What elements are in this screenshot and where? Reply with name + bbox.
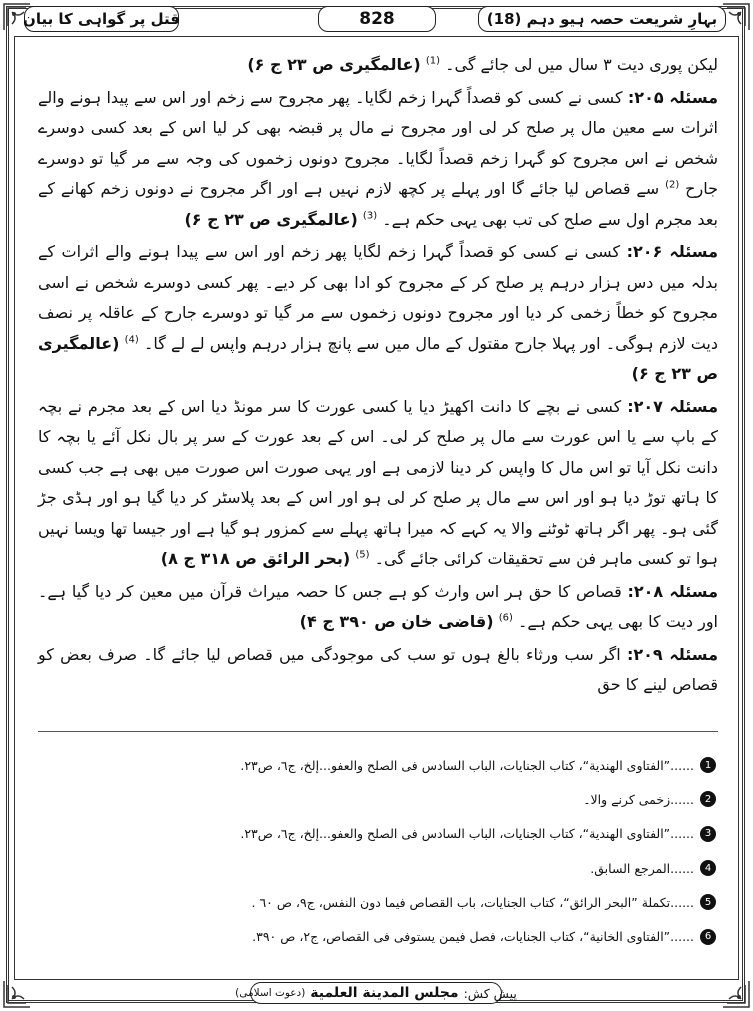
paragraph [38, 83, 718, 236]
paragraph-text: کسی نے بچے کا دانت اکھیڑ دیا یا کسی عورت کا سر مونڈ دیا اس کے بعد مجرم نے بچہ کے باپ سے یا اس عورت سے مال پر صلح کر لی۔ اس کے بعد عورت کے سر پر بال نکل آئے یا بچہ کا دانت نکل آیا تو اس مال کا واپس کر دینا لازمی ہے اور یہی صورت اس صورت میں بھی ہے جب کسی کا ہاتھ توڑ دیا ہو اور اس سے مال پر صلح کر لی ہو اور اس کے بعد پلاسٹر کر دیا گیا ہو اور ہڈی جڑ گئی ہو۔ پھر اگر ہاتھ ٹوٹنے والا یہ کہے کہ میرا ہاتھ پہلے سے کمزور ہو گیا ہے اور جیسا تھا ویسا نہیں ہوا تو کسی ماہر فن سے تحقیقات کرائی جائے گی۔ [38, 396, 718, 568]
footnote-text: ......المرجع السابق. [590, 860, 694, 876]
corner-ornament-icon [2, 979, 32, 1009]
footnote-number: 1 [700, 757, 716, 773]
footnote-item [38, 919, 716, 953]
reference: (بحر الرائق ص ۳۱۸ ج ۸) [160, 549, 351, 568]
footnote-item [38, 817, 716, 851]
footer-org: (دعوت اسلامی) [235, 987, 306, 999]
paragraph-text: کسی نے کسی کو قصداً گہرا زخم لگایا پھر زخم اور اس سے پیدا ہونے والے اثرات کے بدلہ میں دس ہزار درہم پر صلح کر کے مجروح کو ادا بھی کر دیے۔ پھر کسی دوسرے شخص نے اسی مجروح کو خطاً زخمی کر دیا اور مجروح دونوں زخموں سے مر گیا تو دوسرے جارح کے عاقلہ پر نصف دیت لازم ہوگی۔ اور پہلا جارح مقتول کے مال میں سے پانچ ہزار درہم واپس لے لے گا۔ [38, 242, 719, 353]
paragraph [38, 237, 718, 390]
corner-ornament-icon [721, 979, 751, 1009]
footnote-marker[interactable]: (2) [665, 179, 680, 191]
chapter-title: قتل پر گواہی کا بیان [24, 6, 179, 32]
reference: (عالمگیری ص ۲۳ ج ۶) [247, 55, 421, 74]
footnote-text: ......زخمی کرنے والا۔ [583, 791, 694, 807]
main-text [38, 50, 718, 703]
paragraph [38, 50, 718, 81]
paragraph-text: سے قصاص لیا جائے گا اور پہلے پر کچھ لازم نہیں ہے اور اگر مجروح نے دونوں زخم کھانے کے بعد مجرم اول سے صلح کی تب بھی یہی حکم ہے۔ [38, 179, 718, 229]
footnote-marker[interactable]: (1) [425, 55, 441, 67]
masala-heading: مسئلہ ۲۰۵: [627, 87, 719, 107]
footnote-number: 6 [700, 929, 716, 945]
paragraph [38, 577, 718, 638]
paragraph-text: قصاص کا حق ہر اس وارث کو ہے جس کا حصہ میراث قرآن میں معین کر دیا گیا ہے۔ اور دیت کا بھی یہی حکم ہے۔ [38, 581, 718, 631]
footnote-marker[interactable]: (4) [124, 334, 139, 346]
footnote-text: ......”الفتاوی الھندیة“، کتاب الجنایات، الباب السادس فی الصلح والعفو...إلخ، ج٦، ص٢٣. [240, 757, 694, 773]
footnote-item [38, 851, 716, 885]
footnote-marker[interactable]: (3) [362, 210, 378, 222]
footer-publisher [235, 982, 517, 1004]
footnotes [38, 748, 716, 954]
footnote-text: ......”الفتاوی الھندیة“، کتاب الجنایات، الباب السادس فی الصلح والعفو...إلخ، ج٦، ص٢٣. [240, 826, 694, 842]
footer-presenter: پیش کش: [463, 985, 517, 1001]
masala-heading: مسئلہ ۲۰۷: [627, 396, 718, 416]
masala-heading: مسئلہ ۲۰۸: [627, 581, 718, 601]
reference: (عالمگیری ص ۲۳ ج ۶) [184, 209, 358, 229]
paragraph [38, 392, 718, 575]
masala-heading: مسئلہ ۲۰۹: [626, 644, 718, 664]
masala-heading: مسئلہ ۲۰۶: [626, 242, 718, 261]
footnote-number: 3 [700, 826, 716, 842]
footnote-number: 2 [700, 791, 716, 807]
footnote-text: ......تکملة ”البحر الرائق“، کتاب الجنایات، باب القصاص فیما دون النفس، ج٩، ص ٦٠ . [251, 894, 694, 910]
page-number: 828 [318, 6, 436, 32]
footnote-item [38, 748, 716, 782]
reference: (قاضی خان ص ۳۹۰ ج ۴) [299, 612, 494, 631]
footnote-number: 4 [700, 860, 716, 876]
paragraph-text: اگر سب ورثاء بالغ ہوں تو سب کی موجودگی میں قصاص لیا جائے گا۔ صرف بعض کو قصاص لینے کا حق [38, 644, 718, 694]
reference: (عالمگیری ص ۲۳ ج ۶) [38, 333, 718, 383]
book-title: بہارِ شریعت حصہ ہیو دہم (18) [478, 6, 726, 32]
footnote-number: 5 [700, 894, 716, 910]
paragraph-text: کسی نے کسی کو قصداً گہرا زخم لگایا۔ پھر مجروح سے زخم اور اس سے پیدا ہونے والے اثرات سے معین مال پر صلح کر لی اور مجروح نے مال پر قبضہ بھی کر لیا اس کے بعد کسی دوسرے شخص نے اس مجروح کو گہرا زخم قصداً لگایا۔ مجروح دونوں زخموں کی وجہ سے مر گیا تو دوسرے جارح [38, 87, 718, 198]
paragraph [38, 640, 718, 701]
footnote-text: ......”الفتاوی الخانیة“، کتاب الجنایات، فصل فیمن یستوفی فی القصاص، ج٢، ص ٣٩٠. [252, 929, 694, 945]
footnote-item [38, 885, 716, 919]
footnote-marker[interactable]: (5) [355, 549, 370, 561]
footnote-item [38, 782, 716, 816]
footnote-divider [38, 731, 718, 732]
footer-publisher-name: مجلس المدینة العلمیة [310, 985, 459, 1001]
paragraph-text: لیکن پوری دیت ۳ سال میں لی جائے گی۔ [445, 55, 718, 74]
footnote-marker[interactable]: (6) [498, 612, 513, 624]
